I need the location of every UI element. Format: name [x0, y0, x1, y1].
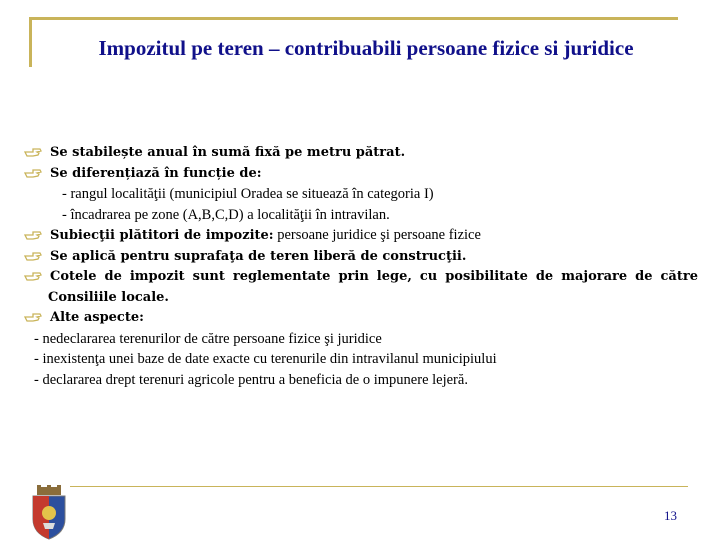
- sub-item: - declararea drept terenuri agricole pentru a beneficia de o impunere lejeră.: [34, 371, 468, 388]
- bullet-item: Se stabilește anual în sumă fixă pe metru pătrat.: [24, 143, 698, 164]
- bullet-item: Se aplică pentru suprafaţa de teren liberă de construcţii.: [24, 247, 698, 268]
- slide-title: Impozitul pe teren – contribuabili persoane fizice si juridice: [98, 36, 634, 60]
- city-crest-icon: [29, 485, 69, 544]
- pointing-hand-icon: [24, 247, 50, 268]
- pointing-hand-icon: [24, 164, 50, 185]
- pointing-hand-icon: [24, 267, 50, 288]
- bullet-item: Subiecţii plătitori de impozite: persoane juridice şi persoane fizice: [24, 225, 698, 247]
- justified-line: Cotele de impozit sunt reglementate prin lege, cu posibilitate de majorare de către: [50, 269, 698, 284]
- slide-content: [24, 143, 698, 390]
- sub-item: - rangul localităţii (municipiul Oradea se situează în categoria I): [62, 186, 434, 202]
- sub-item: - inexistenţa unei baze de date exacte cu terenurile din intravilanul municipiului: [34, 351, 497, 367]
- bullet-continuation: Consiliile locale.: [48, 289, 169, 305]
- bullet-item: Se diferențiază în funcție de:: [24, 164, 698, 185]
- pointing-hand-icon: [24, 226, 50, 247]
- bullet-item: Alte aspecte:: [24, 308, 698, 329]
- sub-item: - nedeclararea terenurilor de către persoane fizice şi juridice: [34, 330, 382, 347]
- frame-top-border: [31, 17, 678, 20]
- sub-item: - încadrarea pe zone (A,B,C,D) a localităţii în intravilan.: [62, 206, 390, 223]
- frame-left-border: [29, 17, 32, 67]
- pointing-hand-icon: [24, 143, 50, 164]
- bullet-item: [24, 267, 698, 288]
- page-number: 13: [664, 508, 677, 523]
- footer-divider: [70, 486, 688, 487]
- pointing-hand-icon: [24, 308, 50, 329]
